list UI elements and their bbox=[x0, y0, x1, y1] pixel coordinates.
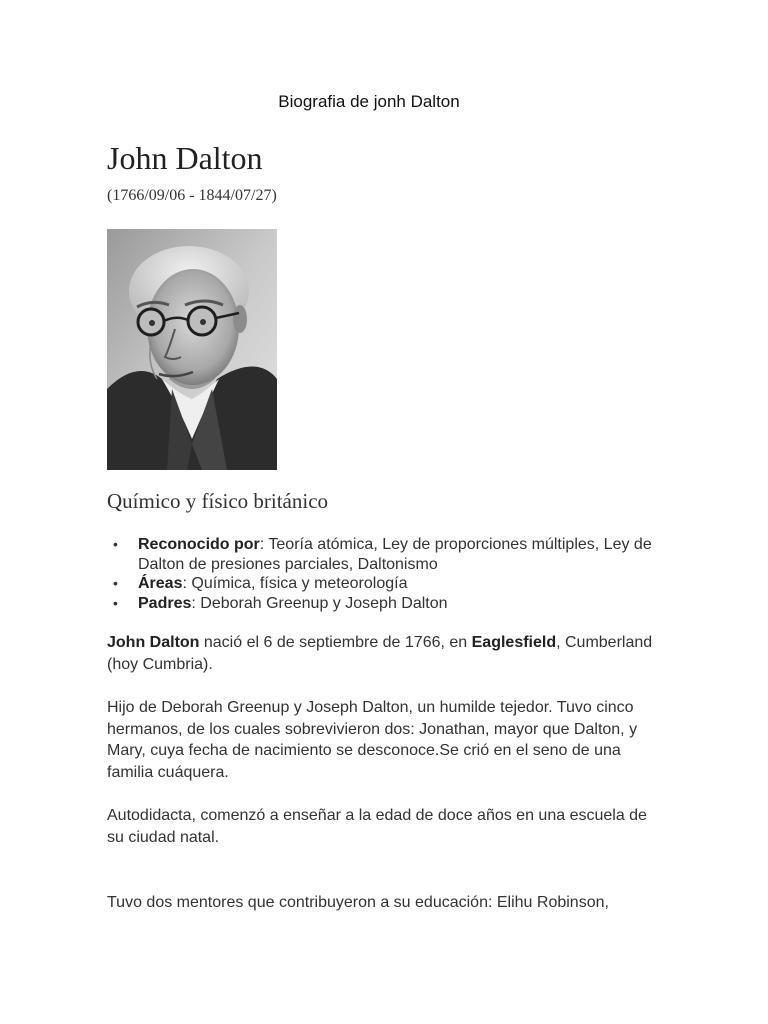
fact-value: Química, física y meteorología bbox=[191, 575, 408, 592]
fact-label: Áreas bbox=[138, 575, 183, 592]
facts-list bbox=[107, 535, 682, 613]
text-segment: nació el 6 de septiembre de 1766, en bbox=[199, 634, 472, 651]
list-item bbox=[107, 535, 682, 574]
portrait-image bbox=[107, 229, 277, 470]
fact-label: Reconocido por bbox=[138, 536, 260, 553]
fact-value: Teoría atómica, Ley de proporciones múltiples, Ley de Dalton de presiones parciales, Daltonismo bbox=[138, 536, 652, 573]
paragraph-birth bbox=[107, 632, 667, 675]
document-title: Biografia de jonh Dalton bbox=[278, 92, 460, 111]
list-item bbox=[107, 574, 682, 594]
text-segment: , Cumberland (hoy Cumbria). bbox=[107, 634, 653, 673]
bold-place: Eaglesfield bbox=[471, 634, 557, 651]
paragraph-education: Autodidacta, comenzó a enseñar a la edad de doce años en una escuela de su ciudad natal. bbox=[107, 807, 647, 846]
paragraph-family: Hijo de Deborah Greenup y Joseph Dalton, un humilde tejedor. Tuvo cinco hermanos, de los cuales sobrevivieron dos: Jonathan, mayor que Dalton, y Mary, cuya fecha de nacimiento se desconoce.Se crió en el seno de una familia cuáquera. bbox=[107, 699, 638, 781]
fact-separator: : bbox=[259, 536, 269, 553]
fact-value: Deborah Greenup y Joseph Dalton bbox=[200, 594, 448, 612]
fact-separator: : bbox=[191, 594, 201, 612]
life-dates: (1766/09/06 - 1844/07/27) bbox=[107, 187, 277, 204]
fact-label: Padres bbox=[138, 594, 192, 612]
person-subtitle: Químico y físico británico bbox=[107, 489, 329, 513]
paragraph-mentors: Tuvo dos mentores que contribuyeron a su educación: Elihu Robinson, bbox=[107, 894, 609, 911]
bold-name: John Dalton bbox=[107, 634, 200, 651]
fact-separator: : bbox=[182, 575, 192, 592]
list-item bbox=[107, 594, 682, 614]
person-name: John Dalton bbox=[107, 140, 263, 176]
portrait-illustration bbox=[107, 229, 277, 470]
